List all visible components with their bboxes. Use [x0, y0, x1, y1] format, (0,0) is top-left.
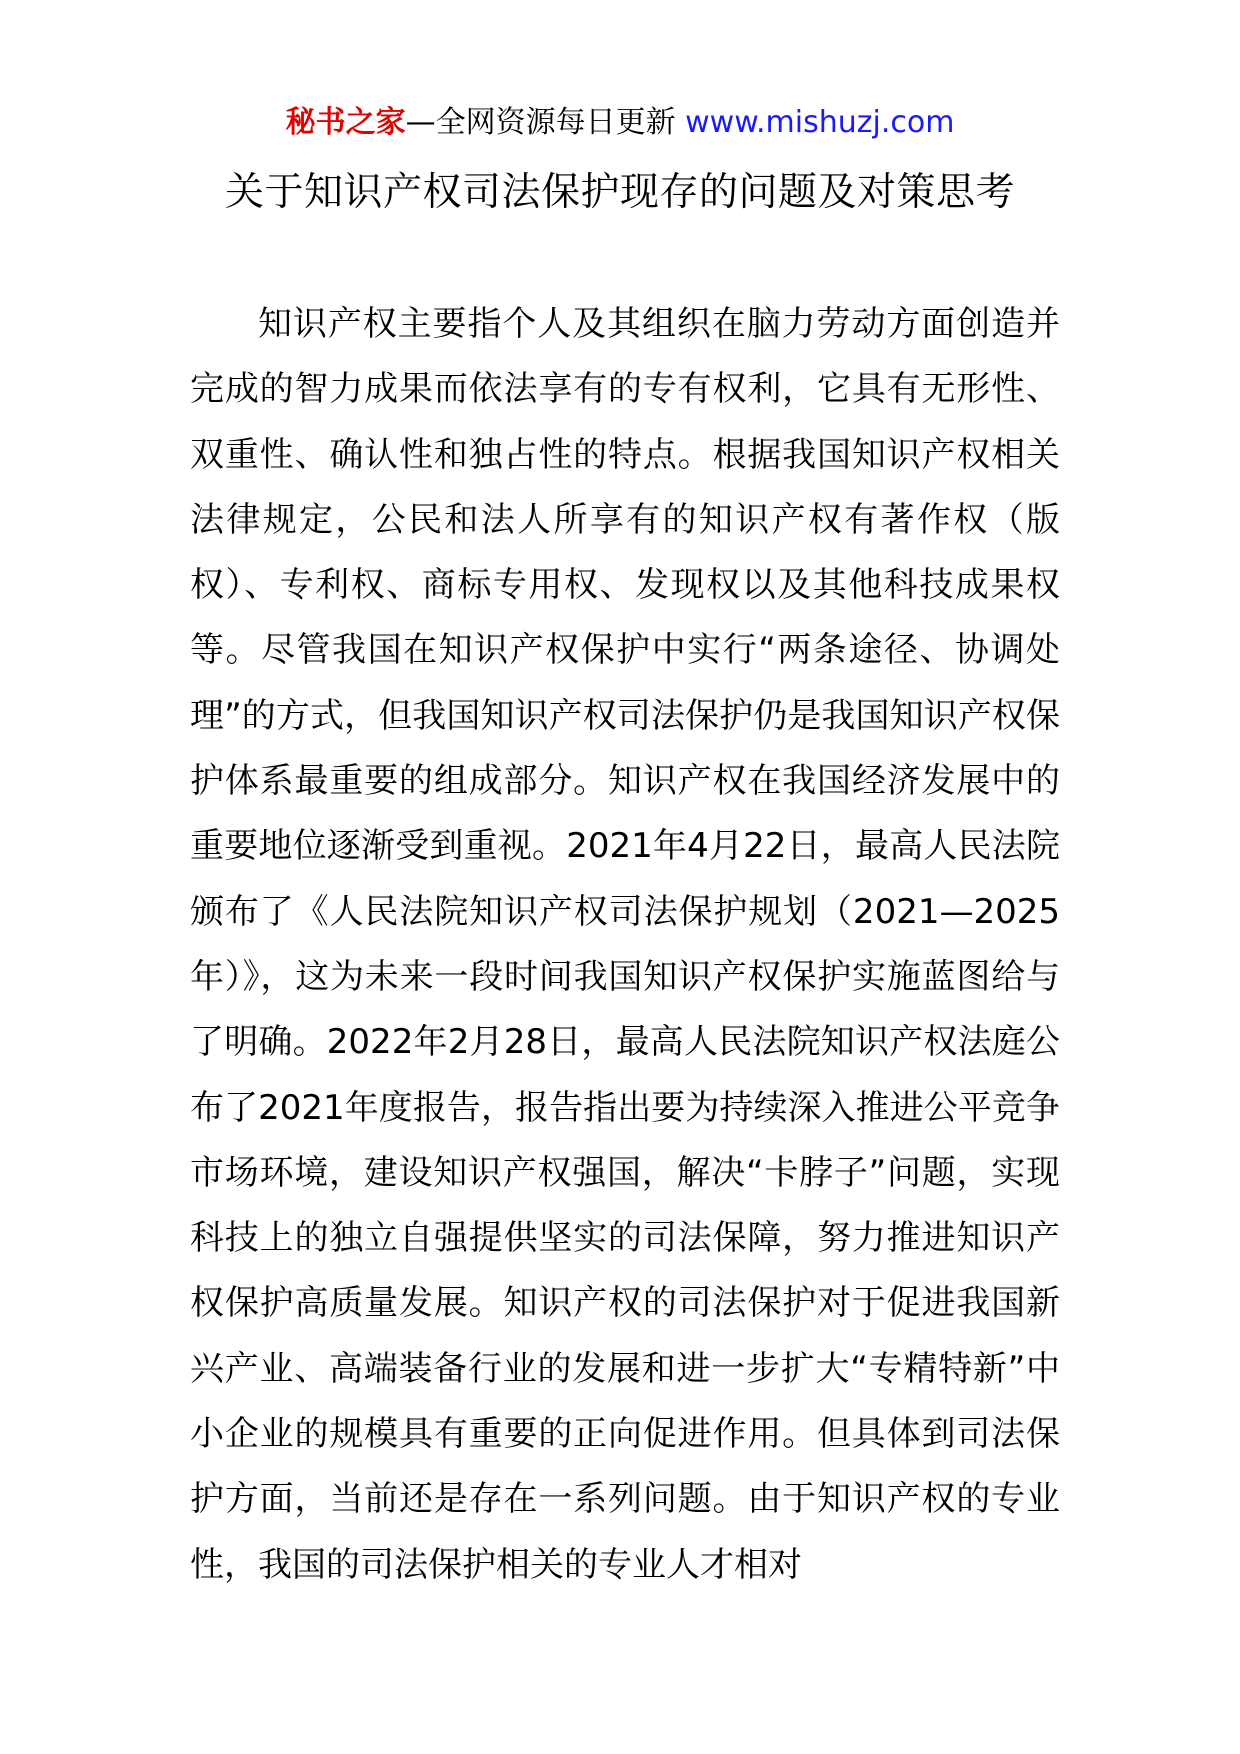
brand-name: 秘书之家	[285, 105, 406, 140]
header-slogan: —全网资源每日更新	[405, 105, 686, 140]
site-header	[0, 100, 1240, 146]
body-paragraph: 知识产权主要指个人及其组织在脑力劳动方面创造并完成的智力成果而依法享有的专有权利，它具有无形性、双重性、确认性和独占性的特点。根据我国知识产权相关法律规定，公民和法人所享有的知识产权有著作权（版权）、专利权、商标专用权、发现权以及其他科技成果权等。尽管我国在知识产权保护中实行“两条途径、协调处理”的方式，但我国知识产权司法保护仍是我国知识产权保护体系最重要的组成部分。知识产权在我国经济发展中的重要地位逐渐受到重视。2021年4月22日，最高人民法院颁布了《人民法院知识产权司法保护规划（2021—2025年）》，这为未来一段时间我国知识产权保护实施蓝图给与了明确。2022年2月28日，最高人民法院知识产权法庭公布了2021年度报告，报告指出要为持续深入推进公平竞争市场环境，建设知识产权强国，解决“卡脖子”问题，实现科技上的独立自强提供坚实的司法保障，努力推进知识产权保护高质量发展。知识产权的司法保护对于促进我国新兴产业、高端装备行业的发展和进一步扩大“专精特新”中小企业的规模具有重要的正向促进作用。但具体到司法保护方面，当前还是存在一系列问题。由于知识产权的专业性，我国的司法保护相关的专业人才相对	[190, 304, 1060, 1585]
website-link[interactable]: www.mishuzj.com	[685, 105, 955, 140]
document-title: 关于知识产权司法保护现存的问题及对策思考	[224, 170, 1015, 215]
